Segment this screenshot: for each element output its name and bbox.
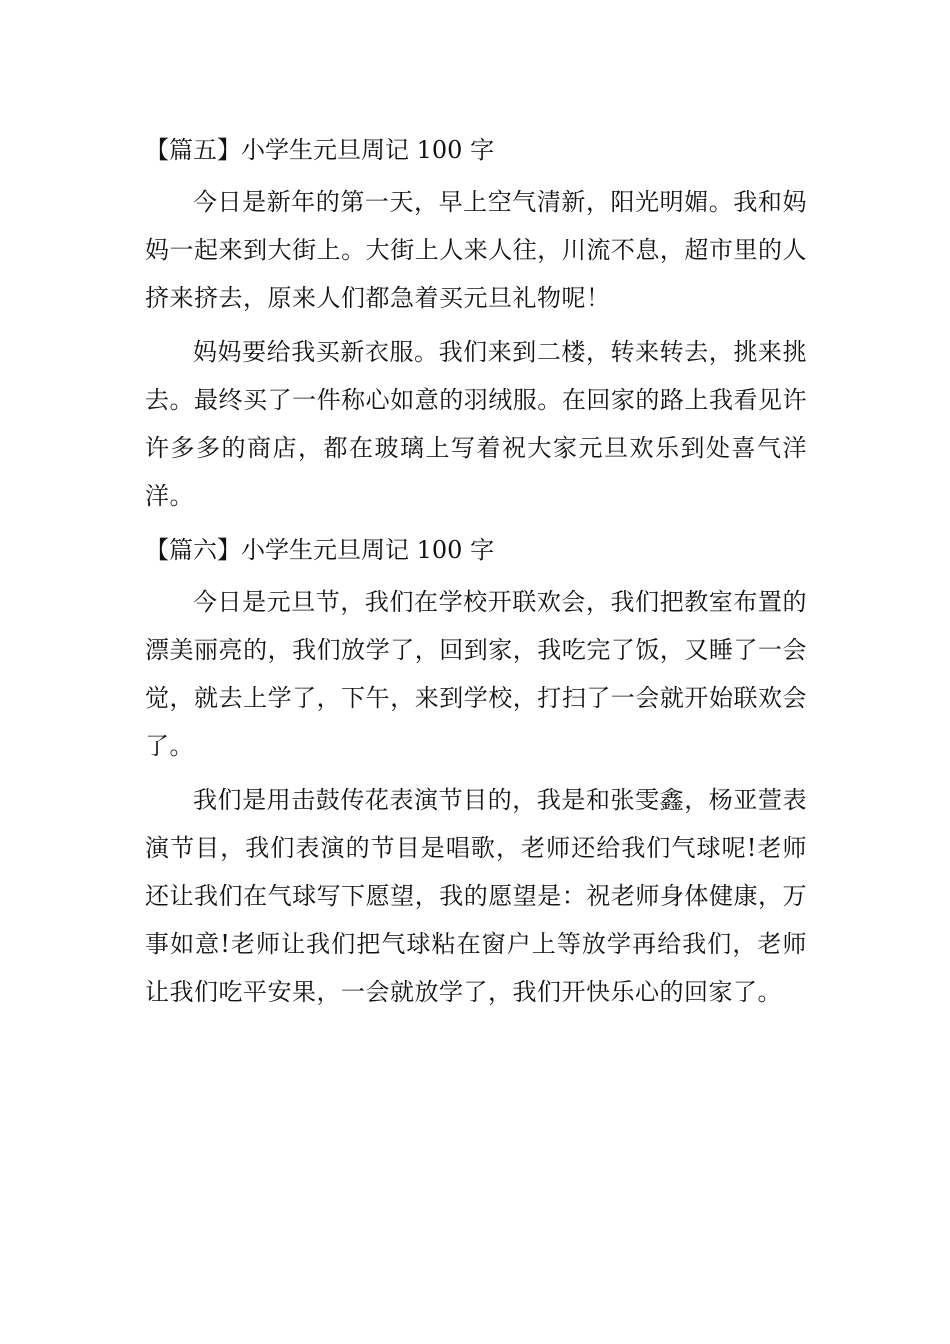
section-5-paragraph-2: 妈妈要给我买新衣服。我们来到二楼，转来转去，挑来挑去。最终买了一件称心如意的羽绒服。在回家的路上我看见许许多多的商店，都在玻璃上写着祝大家元旦欢乐到处喜气洋洋。 — [145, 338, 807, 510]
section-heading-5: 【篇五】小学生元旦周记 100 字 — [145, 136, 495, 164]
section-6-paragraph-1: 今日是元旦节，我们在学校开联欢会，我们把教室布置的漂美丽亮的，我们放学了，回到家，我吃完了饭，又睡了一会觉，就去上学了，下午，来到学校，打扫了一会就开始联欢会了。 — [145, 588, 807, 760]
document-body — [145, 128, 807, 1022]
section-6-paragraph-2: 我们是用击鼓传花表演节目的，我是和张雯鑫，杨亚萱表演节目，我们表演的节目是唱歌，老师还给我们气球呢!老师还让我们在气球写下愿望，我的愿望是：祝老师身体健康，万事如意!老师让我们把气球粘在窗户上等放学再给我们，老师让我们吃平安果，一会就放学了，我们开快乐心的回家了。 — [145, 786, 807, 1006]
section-5-paragraph-1: 今日是新年的第一天，早上空气清新，阳光明媚。我和妈妈一起来到大街上。大街上人来人往，川流不息，超市里的人挤来挤去，原来人们都急着买元旦礼物呢！ — [145, 188, 807, 312]
section-heading-6: 【篇六】小学生元旦周记 100 字 — [145, 536, 495, 564]
